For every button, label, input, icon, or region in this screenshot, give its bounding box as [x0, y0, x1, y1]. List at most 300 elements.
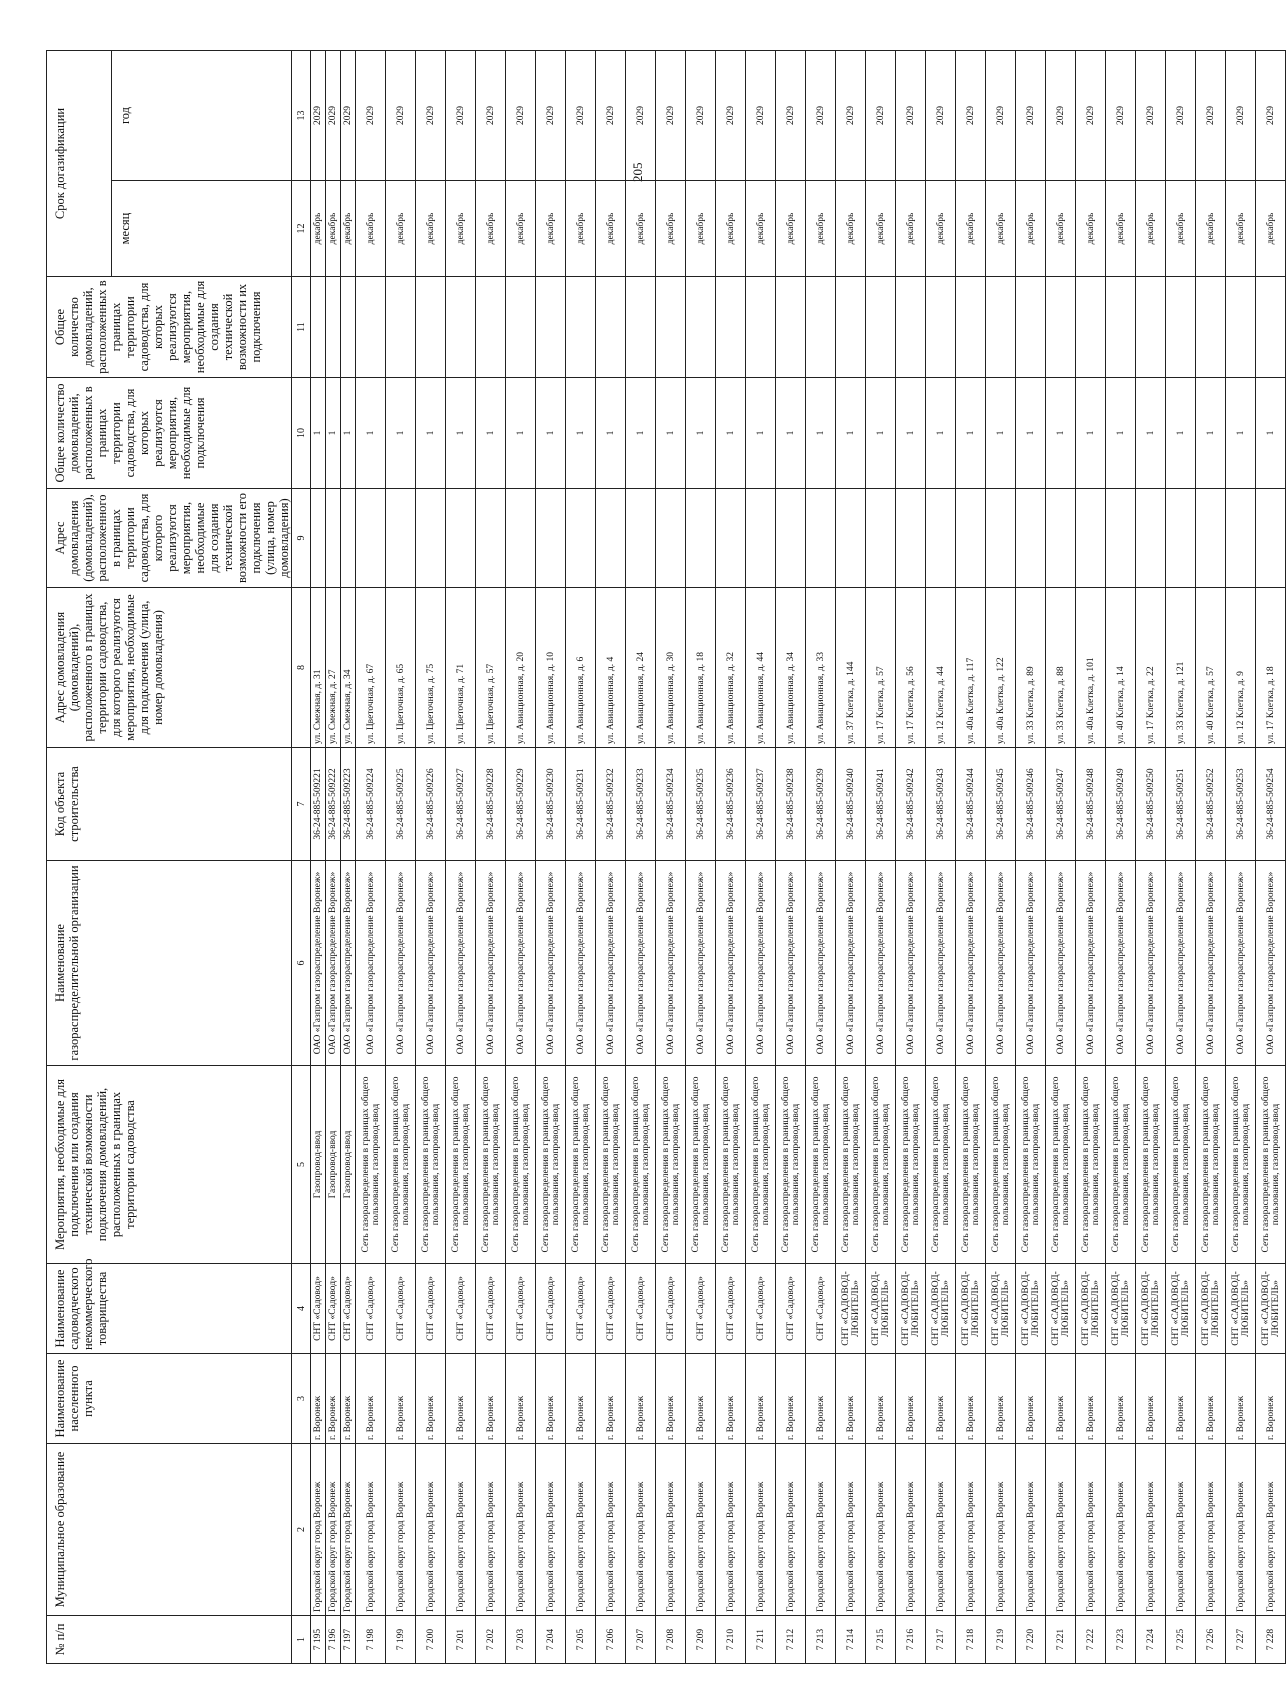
- cell-address: ул. 33 Клетка, д. 88: [1046, 588, 1076, 748]
- cell-address-tech: [386, 489, 416, 588]
- column-number-cell: 11: [292, 277, 311, 378]
- cell-count-tech: [536, 277, 566, 378]
- cell-address-tech: [1256, 489, 1286, 588]
- column-number-cell: 2: [292, 1444, 311, 1616]
- cell-count-connect: 1: [836, 378, 866, 489]
- cell-snt-name: СНТ «Садовод»: [806, 1264, 836, 1354]
- cell-address: ул. Авиационная, д. 33: [806, 588, 836, 748]
- rotated-table-wrapper: [46, 50, 1281, 1664]
- cell-year: 2029: [896, 51, 926, 181]
- cell-municipality: Городской округ город Воронеж: [956, 1444, 986, 1616]
- cell-gas-org: ОАО «Газпром газораспределение Воронеж»: [1226, 861, 1256, 1066]
- cell-address-tech: [956, 489, 986, 588]
- cell-snt-name: СНТ «САДОВОД-ЛЮБИТЕЛЬ»: [836, 1264, 866, 1354]
- cell-municipality: Городской округ город Воронеж: [716, 1444, 746, 1616]
- cell-month: декабрь: [1136, 181, 1166, 277]
- cell-count-connect: 1: [776, 378, 806, 489]
- cell-gas-org: ОАО «Газпром газораспределение Воронеж»: [1016, 861, 1046, 1066]
- cell-count-tech: [776, 277, 806, 378]
- cell-address-tech: [626, 489, 656, 588]
- cell-month: декабрь: [866, 181, 896, 277]
- cell-month: декабрь: [1076, 181, 1106, 277]
- cell-year: 2029: [776, 51, 806, 181]
- cell-snt-name: СНТ «Садовод»: [746, 1264, 776, 1354]
- cell-address-tech: [1166, 489, 1196, 588]
- cell-row-number: 7 225: [1166, 1616, 1196, 1664]
- cell-month: декабрь: [446, 181, 476, 277]
- header-col2: Муниципальное образование: [47, 1444, 292, 1616]
- cell-municipality: Городской округ город Воронеж: [446, 1444, 476, 1616]
- cell-object-code: 36-24-885-509237: [746, 748, 776, 861]
- table-row: [1166, 51, 1196, 1664]
- cell-month: декабрь: [926, 181, 956, 277]
- cell-snt-name: СНТ «Садовод»: [596, 1264, 626, 1354]
- cell-settlement: г. Воронеж: [896, 1354, 926, 1444]
- cell-address-tech: [656, 489, 686, 588]
- cell-snt-name: СНТ «Садовод»: [446, 1264, 476, 1354]
- cell-gas-org: ОАО «Газпром газораспределение Воронеж»: [1196, 861, 1226, 1066]
- cell-month: декабрь: [596, 181, 626, 277]
- cell-count-connect: 1: [1226, 378, 1256, 489]
- cell-count-connect: 1: [626, 378, 656, 489]
- cell-address: ул. Авиационная, д. 24: [626, 588, 656, 748]
- header-col10: Общее количество домовладений, расположенных в границах территории садоводства, для которых реализуются мероприятия, необходимые для подключения: [47, 378, 292, 489]
- cell-address: ул. 40а Клетка, д. 117: [956, 588, 986, 748]
- cell-month: декабрь: [776, 181, 806, 277]
- table-row: [1106, 51, 1136, 1664]
- cell-count-connect: 1: [566, 378, 596, 489]
- cell-month: декабрь: [566, 181, 596, 277]
- cell-address-tech: [1106, 489, 1136, 588]
- cell-gas-org: ОАО «Газпром газораспределение Воронеж»: [626, 861, 656, 1066]
- cell-count-tech: [566, 277, 596, 378]
- cell-settlement: г. Воронеж: [356, 1354, 386, 1444]
- cell-address-tech: [356, 489, 386, 588]
- cell-year: 2029: [746, 51, 776, 181]
- cell-gas-org: ОАО «Газпром газораспределение Воронеж»: [341, 861, 356, 1066]
- cell-count-tech: [596, 277, 626, 378]
- cell-year: 2029: [716, 51, 746, 181]
- cell-count-connect: 1: [506, 378, 536, 489]
- cell-snt-name: СНТ «САДОВОД-ЛЮБИТЕЛЬ»: [896, 1264, 926, 1354]
- table-row: [806, 51, 836, 1664]
- cell-settlement: г. Воронеж: [926, 1354, 956, 1444]
- header-col9: Адрес домовладения (домовладений), расположенного в границах территории садоводства, для которого реализуются мероприятия, необходимые для создания технической возможности его подключения (улица, номер домовладения): [47, 489, 292, 588]
- cell-settlement: г. Воронеж: [716, 1354, 746, 1444]
- cell-address: ул. 17 Клетка, д. 57: [866, 588, 896, 748]
- cell-settlement: г. Воронеж: [476, 1354, 506, 1444]
- cell-count-connect: 1: [986, 378, 1016, 489]
- cell-row-number: 7 204: [536, 1616, 566, 1664]
- cell-address: ул. 40 Клетка, д. 57: [1196, 588, 1226, 748]
- header-col4: Наименование садоводческого некоммерческого товарищества: [47, 1264, 292, 1354]
- cell-row-number: 7 209: [686, 1616, 716, 1664]
- cell-address-tech: [416, 489, 446, 588]
- cell-gas-org: ОАО «Газпром газораспределение Воронеж»: [776, 861, 806, 1066]
- page-number: 205: [630, 162, 645, 182]
- cell-measures: Сеть газораспределения в границах общего пользования, газопровод-ввод: [896, 1066, 926, 1264]
- cell-gas-org: ОАО «Газпром газораспределение Воронеж»: [311, 861, 326, 1066]
- cell-address-tech: [776, 489, 806, 588]
- cell-address-tech: [341, 489, 356, 588]
- cell-row-number: 7 223: [1106, 1616, 1136, 1664]
- cell-snt-name: СНТ «САДОВОД-ЛЮБИТЕЛЬ»: [1076, 1264, 1106, 1354]
- cell-count-connect: 1: [1076, 378, 1106, 489]
- cell-gas-org: ОАО «Газпром газораспределение Воронеж»: [716, 861, 746, 1066]
- cell-count-tech: [416, 277, 446, 378]
- cell-municipality: Городской округ город Воронеж: [926, 1444, 956, 1616]
- cell-municipality: Городской округ город Воронеж: [836, 1444, 866, 1616]
- table-row: [446, 51, 476, 1664]
- table-row: [836, 51, 866, 1664]
- cell-count-tech: [986, 277, 1016, 378]
- cell-settlement: г. Воронеж: [986, 1354, 1016, 1444]
- cell-address: ул. 40а Клетка, д. 101: [1076, 588, 1106, 748]
- cell-object-code: 36-24-885-509241: [866, 748, 896, 861]
- cell-object-code: 36-24-885-509225: [386, 748, 416, 861]
- column-number-cell: 9: [292, 489, 311, 588]
- cell-address-tech: [716, 489, 746, 588]
- cell-row-number: 7 206: [596, 1616, 626, 1664]
- cell-count-tech: [1046, 277, 1076, 378]
- cell-measures: Сеть газораспределения в границах общего пользования, газопровод-ввод: [476, 1066, 506, 1264]
- cell-snt-name: СНТ «САДОВОД-ЛЮБИТЕЛЬ»: [1166, 1264, 1196, 1354]
- cell-year: 2029: [1166, 51, 1196, 181]
- cell-month: декабрь: [326, 181, 341, 277]
- cell-gas-org: ОАО «Газпром газораспределение Воронеж»: [806, 861, 836, 1066]
- column-number-cell: 10: [292, 378, 311, 489]
- cell-measures: Сеть газораспределения в границах общего пользования, газопровод-ввод: [596, 1066, 626, 1264]
- cell-row-number: 7 200: [416, 1616, 446, 1664]
- table-row: [626, 51, 656, 1664]
- cell-count-tech: [626, 277, 656, 378]
- cell-count-connect: 1: [686, 378, 716, 489]
- cell-snt-name: СНТ «САДОВОД-ЛЮБИТЕЛЬ»: [1256, 1264, 1286, 1354]
- cell-measures: Сеть газораспределения в границах общего пользования, газопровод-ввод: [776, 1066, 806, 1264]
- cell-gas-org: ОАО «Газпром газораспределение Воронеж»: [656, 861, 686, 1066]
- cell-count-tech: [836, 277, 866, 378]
- header-col11: Общее количество домовладений, расположенных в границах территории садоводства, для которых реализуются мероприятия, необходимые для создания технической возможности их подключения: [47, 277, 292, 378]
- cell-year: 2029: [626, 51, 656, 181]
- cell-year: 2029: [1076, 51, 1106, 181]
- cell-settlement: г. Воронеж: [446, 1354, 476, 1444]
- cell-measures: Сеть газораспределения в границах общего пользования, газопровод-ввод: [1076, 1066, 1106, 1264]
- cell-row-number: 7 222: [1076, 1616, 1106, 1664]
- cell-object-code: 36-24-885-509247: [1046, 748, 1076, 861]
- cell-year: 2029: [686, 51, 716, 181]
- cell-snt-name: СНТ «Садовод»: [341, 1264, 356, 1354]
- column-number-cell: 1: [292, 1616, 311, 1664]
- column-number-cell: 5: [292, 1066, 311, 1264]
- header-row: [47, 51, 112, 1664]
- cell-count-connect: 1: [1106, 378, 1136, 489]
- cell-measures: Сеть газораспределения в границах общего пользования, газопровод-ввод: [626, 1066, 656, 1264]
- cell-measures: Сеть газораспределения в границах общего пользования, газопровод-ввод: [686, 1066, 716, 1264]
- cell-month: декабрь: [1166, 181, 1196, 277]
- cell-count-tech: [1016, 277, 1046, 378]
- cell-address: ул. Смежная, д. 34: [341, 588, 356, 748]
- cell-object-code: 36-24-885-509236: [716, 748, 746, 861]
- cell-measures: Сеть газораспределения в границах общего пользования, газопровод-ввод: [746, 1066, 776, 1264]
- cell-gas-org: ОАО «Газпром газораспределение Воронеж»: [866, 861, 896, 1066]
- cell-year: 2029: [386, 51, 416, 181]
- cell-year: 2029: [1136, 51, 1166, 181]
- cell-address: ул. Авиационная, д. 30: [656, 588, 686, 748]
- cell-snt-name: СНТ «Садовод»: [656, 1264, 686, 1354]
- cell-row-number: 7 220: [1016, 1616, 1046, 1664]
- cell-row-number: 7 219: [986, 1616, 1016, 1664]
- cell-count-connect: 1: [1046, 378, 1076, 489]
- cell-year: 2029: [836, 51, 866, 181]
- column-number-cell: 7: [292, 748, 311, 861]
- table-row: [1136, 51, 1166, 1664]
- cell-measures: Сеть газораспределения в границах общего пользования, газопровод-ввод: [536, 1066, 566, 1264]
- cell-settlement: г. Воронеж: [686, 1354, 716, 1444]
- cell-address: ул. 12 Клетка, д. 44: [926, 588, 956, 748]
- cell-settlement: г. Воронеж: [746, 1354, 776, 1444]
- cell-count-tech: [1166, 277, 1196, 378]
- cell-address: ул. Авиационная, д. 34: [776, 588, 806, 748]
- cell-count-tech: [716, 277, 746, 378]
- cell-row-number: 7 215: [866, 1616, 896, 1664]
- cell-measures: Сеть газораспределения в границах общего пользования, газопровод-ввод: [836, 1066, 866, 1264]
- cell-measures: Сеть газораспределения в границах общего пользования, газопровод-ввод: [446, 1066, 476, 1264]
- cell-gas-org: ОАО «Газпром газораспределение Воронеж»: [476, 861, 506, 1066]
- cell-month: декабрь: [341, 181, 356, 277]
- cell-settlement: г. Воронеж: [506, 1354, 536, 1444]
- cell-municipality: Городской округ город Воронеж: [1106, 1444, 1136, 1616]
- cell-settlement: г. Воронеж: [1226, 1354, 1256, 1444]
- cell-measures: Сеть газораспределения в границах общего пользования, газопровод-ввод: [416, 1066, 446, 1264]
- cell-count-tech: [1106, 277, 1136, 378]
- table-row: [311, 51, 326, 1664]
- cell-object-code: 36-24-885-509243: [926, 748, 956, 861]
- cell-municipality: Городской округ город Воронеж: [1256, 1444, 1286, 1616]
- cell-object-code: 36-24-885-509248: [1076, 748, 1106, 861]
- cell-year: 2029: [341, 51, 356, 181]
- cell-address: ул. 17 Клетка, д. 56: [896, 588, 926, 748]
- cell-year: 2029: [866, 51, 896, 181]
- cell-address-tech: [806, 489, 836, 588]
- cell-measures: Сеть газораспределения в границах общего пользования, газопровод-ввод: [356, 1066, 386, 1264]
- cell-measures: Сеть газораспределения в границах общего пользования, газопровод-ввод: [1256, 1066, 1286, 1264]
- cell-month: декабрь: [1046, 181, 1076, 277]
- cell-address-tech: [566, 489, 596, 588]
- cell-address-tech: [1136, 489, 1166, 588]
- cell-address: ул. 33 Клетка, д. 89: [1016, 588, 1046, 748]
- cell-address: ул. 12 Клетка, д. 9: [1226, 588, 1256, 748]
- cell-address: ул. Цветочная, д. 57: [476, 588, 506, 748]
- cell-address-tech: [836, 489, 866, 588]
- cell-row-number: 7 195: [311, 1616, 326, 1664]
- cell-object-code: 36-24-885-509233: [626, 748, 656, 861]
- cell-address-tech: [896, 489, 926, 588]
- cell-month: декабрь: [686, 181, 716, 277]
- cell-address: ул. Авиационная, д. 4: [596, 588, 626, 748]
- cell-snt-name: СНТ «Садовод»: [416, 1264, 446, 1354]
- table-row: [986, 51, 1016, 1664]
- cell-month: декабрь: [836, 181, 866, 277]
- cell-row-number: 7 205: [566, 1616, 596, 1664]
- cell-address-tech: [1076, 489, 1106, 588]
- cell-settlement: г. Воронеж: [1046, 1354, 1076, 1444]
- cell-address: ул. Цветочная, д. 71: [446, 588, 476, 748]
- cell-object-code: 36-24-885-509246: [1016, 748, 1046, 861]
- cell-address: ул. Смежная, д. 31: [311, 588, 326, 748]
- cell-settlement: г. Воронеж: [656, 1354, 686, 1444]
- cell-settlement: г. Воронеж: [1196, 1354, 1226, 1444]
- cell-gas-org: ОАО «Газпром газораспределение Воронеж»: [566, 861, 596, 1066]
- cell-object-code: 36-24-885-509235: [686, 748, 716, 861]
- cell-municipality: Городской округ город Воронеж: [686, 1444, 716, 1616]
- cell-object-code: 36-24-885-509223: [341, 748, 356, 861]
- cell-address: ул. Цветочная, д. 75: [416, 588, 446, 748]
- cell-settlement: г. Воронеж: [776, 1354, 806, 1444]
- cell-measures: Сеть газораспределения в границах общего пользования, газопровод-ввод: [926, 1066, 956, 1264]
- column-number-cell: 4: [292, 1264, 311, 1354]
- cell-measures: Сеть газораспределения в границах общего пользования, газопровод-ввод: [956, 1066, 986, 1264]
- cell-object-code: 36-24-885-509230: [536, 748, 566, 861]
- cell-gas-org: ОАО «Газпром газораспределение Воронеж»: [536, 861, 566, 1066]
- cell-month: декабрь: [956, 181, 986, 277]
- cell-settlement: г. Воронеж: [341, 1354, 356, 1444]
- cell-address: ул. Цветочная, д. 67: [356, 588, 386, 748]
- cell-municipality: Городской округ город Воронеж: [326, 1444, 341, 1616]
- cell-snt-name: СНТ «САДОВОД-ЛЮБИТЕЛЬ»: [1226, 1264, 1256, 1354]
- cell-measures: Сеть газораспределения в границах общего пользования, газопровод-ввод: [656, 1066, 686, 1264]
- table-row: [356, 51, 386, 1664]
- cell-address: ул. 40 Клетка, д. 14: [1106, 588, 1136, 748]
- cell-address-tech: [1046, 489, 1076, 588]
- table-row: [1196, 51, 1226, 1664]
- table-row: [1256, 51, 1286, 1664]
- cell-municipality: Городской округ город Воронеж: [596, 1444, 626, 1616]
- cell-year: 2029: [416, 51, 446, 181]
- cell-row-number: 7 211: [746, 1616, 776, 1664]
- table-row: [926, 51, 956, 1664]
- cell-month: декабрь: [1106, 181, 1136, 277]
- cell-settlement: г. Воронеж: [1106, 1354, 1136, 1444]
- cell-snt-name: СНТ «Садовод»: [326, 1264, 341, 1354]
- cell-year: 2029: [1016, 51, 1046, 181]
- cell-gas-org: ОАО «Газпром газораспределение Воронеж»: [506, 861, 536, 1066]
- cell-snt-name: СНТ «Садовод»: [716, 1264, 746, 1354]
- cell-measures: Сеть газораспределения в границах общего пользования, газопровод-ввод: [716, 1066, 746, 1264]
- header-col6: Наименование газораспределительной организации: [47, 861, 292, 1066]
- cell-municipality: Городской округ город Воронеж: [356, 1444, 386, 1616]
- cell-row-number: 7 217: [926, 1616, 956, 1664]
- cell-row-number: 7 227: [1226, 1616, 1256, 1664]
- cell-gas-org: ОАО «Газпром газораспределение Воронеж»: [836, 861, 866, 1066]
- table-row: [776, 51, 806, 1664]
- cell-address: ул. Авиационная, д. 18: [686, 588, 716, 748]
- cell-object-code: 36-24-885-509229: [506, 748, 536, 861]
- cell-row-number: 7 196: [326, 1616, 341, 1664]
- cell-settlement: г. Воронеж: [386, 1354, 416, 1444]
- cell-gas-org: ОАО «Газпром газораспределение Воронеж»: [326, 861, 341, 1066]
- cell-gas-org: ОАО «Газпром газораспределение Воронеж»: [896, 861, 926, 1066]
- cell-row-number: 7 224: [1136, 1616, 1166, 1664]
- cell-settlement: г. Воронеж: [566, 1354, 596, 1444]
- cell-count-connect: 1: [1166, 378, 1196, 489]
- cell-object-code: 36-24-885-509238: [776, 748, 806, 861]
- cell-snt-name: СНТ «САДОВОД-ЛЮБИТЕЛЬ»: [926, 1264, 956, 1354]
- cell-year: 2029: [506, 51, 536, 181]
- cell-count-connect: 1: [1016, 378, 1046, 489]
- cell-count-connect: 1: [386, 378, 416, 489]
- cell-count-connect: 1: [926, 378, 956, 489]
- cell-year: 2029: [311, 51, 326, 181]
- cell-count-connect: 1: [416, 378, 446, 489]
- cell-month: декабрь: [536, 181, 566, 277]
- cell-address-tech: [446, 489, 476, 588]
- cell-address-tech: [1196, 489, 1226, 588]
- table-row: [566, 51, 596, 1664]
- cell-gas-org: ОАО «Газпром газораспределение Воронеж»: [386, 861, 416, 1066]
- cell-count-tech: [866, 277, 896, 378]
- cell-count-connect: 1: [311, 378, 326, 489]
- cell-measures: Газопровод-ввод: [326, 1066, 341, 1264]
- cell-address-tech: [746, 489, 776, 588]
- cell-address-tech: [866, 489, 896, 588]
- cell-count-tech: [1256, 277, 1286, 378]
- cell-gas-org: ОАО «Газпром газораспределение Воронеж»: [1256, 861, 1286, 1066]
- header-col8: Адрес домовладения (домовладений), расположенного в границах территории садоводства, для которого реализуются мероприятия, необходимые для подключения (улица, номер домовладения): [47, 588, 292, 748]
- cell-object-code: 36-24-885-509250: [1136, 748, 1166, 861]
- cell-measures: Сеть газораспределения в границах общего пользования, газопровод-ввод: [1046, 1066, 1076, 1264]
- cell-municipality: Городской округ город Воронеж: [986, 1444, 1016, 1616]
- cell-month: декабрь: [716, 181, 746, 277]
- cell-object-code: 36-24-885-509221: [311, 748, 326, 861]
- cell-month: декабрь: [746, 181, 776, 277]
- cell-count-connect: 1: [596, 378, 626, 489]
- cell-year: 2029: [1256, 51, 1286, 181]
- header-col3: Наименование населенного пункта: [47, 1354, 292, 1444]
- cell-municipality: Городской округ город Воронеж: [806, 1444, 836, 1616]
- cell-count-tech: [956, 277, 986, 378]
- cell-measures: Газопровод-ввод: [311, 1066, 326, 1264]
- cell-year: 2029: [926, 51, 956, 181]
- table-row: [326, 51, 341, 1664]
- cell-municipality: Городской округ город Воронеж: [386, 1444, 416, 1616]
- cell-address: ул. 33 Клетка, д. 121: [1166, 588, 1196, 748]
- cell-count-tech: [446, 277, 476, 378]
- cell-municipality: Городской округ город Воронеж: [1226, 1444, 1256, 1616]
- cell-object-code: 36-24-885-509251: [1166, 748, 1196, 861]
- cell-row-number: 7 210: [716, 1616, 746, 1664]
- cell-settlement: г. Воронеж: [1016, 1354, 1046, 1444]
- cell-gas-org: ОАО «Газпром газораспределение Воронеж»: [596, 861, 626, 1066]
- cell-month: декабрь: [656, 181, 686, 277]
- cell-row-number: 7 197: [341, 1616, 356, 1664]
- cell-snt-name: СНТ «Садовод»: [626, 1264, 656, 1354]
- cell-address-tech: [506, 489, 536, 588]
- cell-municipality: Городской округ город Воронеж: [416, 1444, 446, 1616]
- cell-month: декабрь: [416, 181, 446, 277]
- cell-snt-name: СНТ «Садовод»: [356, 1264, 386, 1354]
- cell-count-connect: 1: [536, 378, 566, 489]
- cell-address: ул. Смежная, д. 27: [326, 588, 341, 748]
- cell-count-connect: 1: [956, 378, 986, 489]
- cell-municipality: Городской округ город Воронеж: [1196, 1444, 1226, 1616]
- cell-address-tech: [686, 489, 716, 588]
- cell-municipality: Городской округ город Воронеж: [656, 1444, 686, 1616]
- cell-year: 2029: [566, 51, 596, 181]
- cell-count-connect: 1: [806, 378, 836, 489]
- cell-row-number: 7 212: [776, 1616, 806, 1664]
- cell-settlement: г. Воронеж: [1136, 1354, 1166, 1444]
- cell-year: 2029: [1106, 51, 1136, 181]
